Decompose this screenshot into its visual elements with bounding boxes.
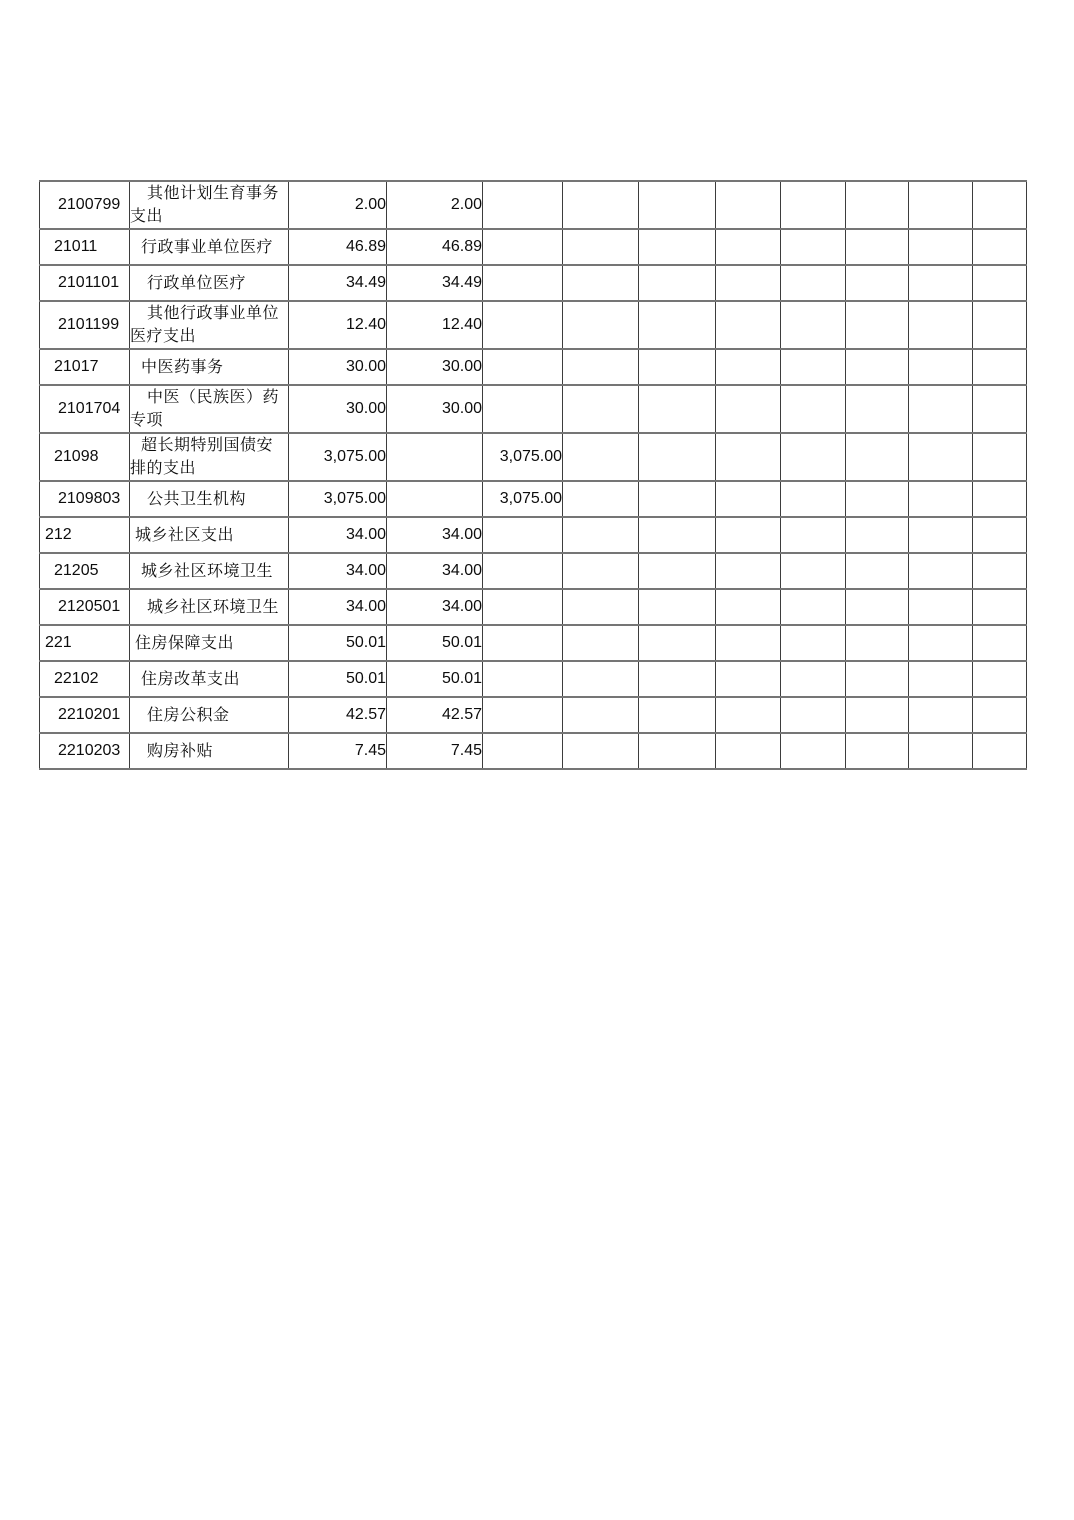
empty-cell	[781, 589, 846, 625]
empty-cell	[973, 301, 1027, 349]
item-name-cell: 住房改革支出	[130, 661, 289, 697]
amount-cell: 2.00	[387, 181, 483, 229]
empty-cell	[909, 625, 973, 661]
amount-cell: 34.00	[289, 553, 387, 589]
empty-cell	[639, 697, 716, 733]
empty-cell	[846, 733, 909, 769]
empty-cell	[781, 181, 846, 229]
empty-cell	[483, 517, 563, 553]
empty-cell	[973, 385, 1027, 433]
amount-cell: 50.01	[387, 625, 483, 661]
empty-cell	[846, 517, 909, 553]
empty-cell	[483, 589, 563, 625]
table-row	[40, 181, 1027, 229]
empty-cell	[781, 661, 846, 697]
empty-cell	[973, 433, 1027, 481]
empty-cell	[716, 733, 781, 769]
table-row	[40, 589, 1027, 625]
empty-cell	[846, 265, 909, 301]
amount-cell: 7.45	[387, 733, 483, 769]
table-row	[40, 481, 1027, 517]
item-name-cell: 购房补贴	[130, 733, 289, 769]
amount-cell: 34.49	[387, 265, 483, 301]
table-row	[40, 553, 1027, 589]
empty-cell	[973, 229, 1027, 265]
table-row	[40, 661, 1027, 697]
empty-cell	[483, 625, 563, 661]
empty-cell	[483, 301, 563, 349]
code-cell: 221	[40, 625, 130, 661]
empty-cell	[909, 553, 973, 589]
budget-expenditure-table	[39, 180, 1027, 770]
empty-cell	[716, 589, 781, 625]
empty-cell	[781, 553, 846, 589]
empty-cell	[639, 733, 716, 769]
empty-cell	[563, 697, 639, 733]
amount-cell: 3,075.00	[483, 433, 563, 481]
empty-cell	[563, 625, 639, 661]
empty-cell	[563, 229, 639, 265]
empty-cell	[973, 733, 1027, 769]
item-name-cell: 其他计划生育事务支出	[130, 181, 289, 229]
empty-cell	[639, 589, 716, 625]
empty-cell	[639, 481, 716, 517]
amount-cell: 12.40	[289, 301, 387, 349]
empty-cell	[563, 301, 639, 349]
empty-cell	[639, 229, 716, 265]
empty-cell	[909, 265, 973, 301]
amount-cell: 12.40	[387, 301, 483, 349]
empty-cell	[781, 697, 846, 733]
amount-cell: 3,075.00	[483, 481, 563, 517]
amount-cell: 3,075.00	[289, 433, 387, 481]
code-cell: 21017	[40, 349, 130, 385]
empty-cell	[716, 433, 781, 481]
empty-cell	[909, 733, 973, 769]
amount-cell: 30.00	[289, 349, 387, 385]
empty-cell	[639, 181, 716, 229]
amount-cell: 34.00	[289, 517, 387, 553]
amount-cell: 7.45	[289, 733, 387, 769]
item-name-cell: 公共卫生机构	[130, 481, 289, 517]
item-name-cell: 中医药事务	[130, 349, 289, 385]
empty-cell	[846, 433, 909, 481]
empty-cell	[716, 385, 781, 433]
table-row	[40, 733, 1027, 769]
empty-cell	[387, 481, 483, 517]
empty-cell	[639, 433, 716, 481]
empty-cell	[483, 349, 563, 385]
empty-cell	[639, 301, 716, 349]
empty-cell	[973, 625, 1027, 661]
empty-cell	[846, 385, 909, 433]
table-row	[40, 697, 1027, 733]
amount-cell: 42.57	[289, 697, 387, 733]
empty-cell	[563, 553, 639, 589]
code-cell: 2101199	[40, 301, 130, 349]
empty-cell	[781, 625, 846, 661]
empty-cell	[716, 553, 781, 589]
empty-cell	[909, 229, 973, 265]
empty-cell	[973, 349, 1027, 385]
empty-cell	[716, 229, 781, 265]
empty-cell	[563, 481, 639, 517]
empty-cell	[973, 589, 1027, 625]
empty-cell	[846, 589, 909, 625]
empty-cell	[716, 625, 781, 661]
empty-cell	[563, 661, 639, 697]
amount-cell: 34.00	[387, 553, 483, 589]
item-name-cell: 住房公积金	[130, 697, 289, 733]
empty-cell	[483, 385, 563, 433]
item-name-cell: 城乡社区环境卫生	[130, 553, 289, 589]
amount-cell: 34.00	[387, 517, 483, 553]
empty-cell	[781, 517, 846, 553]
empty-cell	[639, 385, 716, 433]
empty-cell	[846, 181, 909, 229]
amount-cell: 34.00	[387, 589, 483, 625]
empty-cell	[846, 229, 909, 265]
amount-cell: 50.01	[289, 661, 387, 697]
amount-cell: 30.00	[289, 385, 387, 433]
empty-cell	[909, 385, 973, 433]
item-name-cell: 住房保障支出	[130, 625, 289, 661]
code-cell: 2101704	[40, 385, 130, 433]
table-row	[40, 349, 1027, 385]
empty-cell	[973, 697, 1027, 733]
empty-cell	[781, 433, 846, 481]
amount-cell: 46.89	[387, 229, 483, 265]
empty-cell	[639, 517, 716, 553]
code-cell: 212	[40, 517, 130, 553]
empty-cell	[716, 697, 781, 733]
amount-cell: 2.00	[289, 181, 387, 229]
empty-cell	[716, 349, 781, 385]
empty-cell	[563, 349, 639, 385]
code-cell: 22102	[40, 661, 130, 697]
item-name-cell: 超长期特别国债安排的支出	[130, 433, 289, 481]
empty-cell	[973, 265, 1027, 301]
empty-cell	[639, 265, 716, 301]
empty-cell	[909, 181, 973, 229]
empty-cell	[909, 661, 973, 697]
amount-cell: 50.01	[289, 625, 387, 661]
empty-cell	[563, 733, 639, 769]
empty-cell	[909, 433, 973, 481]
empty-cell	[781, 301, 846, 349]
empty-cell	[909, 481, 973, 517]
empty-cell	[483, 661, 563, 697]
item-name-cell: 中医（民族医）药专项	[130, 385, 289, 433]
empty-cell	[563, 181, 639, 229]
empty-cell	[973, 553, 1027, 589]
code-cell: 2210201	[40, 697, 130, 733]
empty-cell	[846, 625, 909, 661]
empty-cell	[563, 265, 639, 301]
amount-cell: 30.00	[387, 349, 483, 385]
empty-cell	[781, 481, 846, 517]
empty-cell	[563, 433, 639, 481]
empty-cell	[639, 661, 716, 697]
code-cell: 2120501	[40, 589, 130, 625]
empty-cell	[973, 517, 1027, 553]
empty-cell	[483, 697, 563, 733]
table-body	[40, 181, 1027, 769]
empty-cell	[483, 181, 563, 229]
table-row	[40, 433, 1027, 481]
empty-cell	[716, 181, 781, 229]
empty-cell	[846, 661, 909, 697]
code-cell: 21098	[40, 433, 130, 481]
empty-cell	[563, 589, 639, 625]
item-name-cell: 城乡社区支出	[130, 517, 289, 553]
empty-cell	[563, 385, 639, 433]
empty-cell	[483, 265, 563, 301]
empty-cell	[716, 517, 781, 553]
table-row	[40, 301, 1027, 349]
item-name-cell: 其他行政事业单位医疗支出	[130, 301, 289, 349]
empty-cell	[909, 589, 973, 625]
item-name-cell: 城乡社区环境卫生	[130, 589, 289, 625]
table-row	[40, 625, 1027, 661]
code-cell: 2210203	[40, 733, 130, 769]
empty-cell	[909, 301, 973, 349]
empty-cell	[716, 301, 781, 349]
item-name-cell: 行政单位医疗	[130, 265, 289, 301]
empty-cell	[483, 553, 563, 589]
empty-cell	[639, 553, 716, 589]
empty-cell	[909, 517, 973, 553]
empty-cell	[781, 385, 846, 433]
amount-cell: 50.01	[387, 661, 483, 697]
empty-cell	[909, 349, 973, 385]
amount-cell: 42.57	[387, 697, 483, 733]
empty-cell	[973, 181, 1027, 229]
empty-cell	[781, 349, 846, 385]
amount-cell: 3,075.00	[289, 481, 387, 517]
table-row	[40, 385, 1027, 433]
empty-cell	[716, 481, 781, 517]
code-cell: 21205	[40, 553, 130, 589]
empty-cell	[846, 553, 909, 589]
empty-cell	[781, 733, 846, 769]
code-cell: 2100799	[40, 181, 130, 229]
amount-cell: 30.00	[387, 385, 483, 433]
empty-cell	[639, 625, 716, 661]
amount-cell: 34.00	[289, 589, 387, 625]
empty-cell	[973, 481, 1027, 517]
item-name-cell: 行政事业单位医疗	[130, 229, 289, 265]
empty-cell	[716, 661, 781, 697]
empty-cell	[973, 661, 1027, 697]
empty-cell	[909, 697, 973, 733]
table-row	[40, 229, 1027, 265]
table-row	[40, 517, 1027, 553]
empty-cell	[781, 229, 846, 265]
empty-cell	[716, 265, 781, 301]
empty-cell	[387, 433, 483, 481]
empty-cell	[483, 229, 563, 265]
empty-cell	[846, 697, 909, 733]
empty-cell	[846, 349, 909, 385]
empty-cell	[781, 265, 846, 301]
empty-cell	[639, 349, 716, 385]
code-cell: 2101101	[40, 265, 130, 301]
amount-cell: 46.89	[289, 229, 387, 265]
empty-cell	[483, 733, 563, 769]
code-cell: 21011	[40, 229, 130, 265]
empty-cell	[846, 481, 909, 517]
amount-cell: 34.49	[289, 265, 387, 301]
code-cell: 2109803	[40, 481, 130, 517]
table-row	[40, 265, 1027, 301]
empty-cell	[563, 517, 639, 553]
empty-cell	[846, 301, 909, 349]
